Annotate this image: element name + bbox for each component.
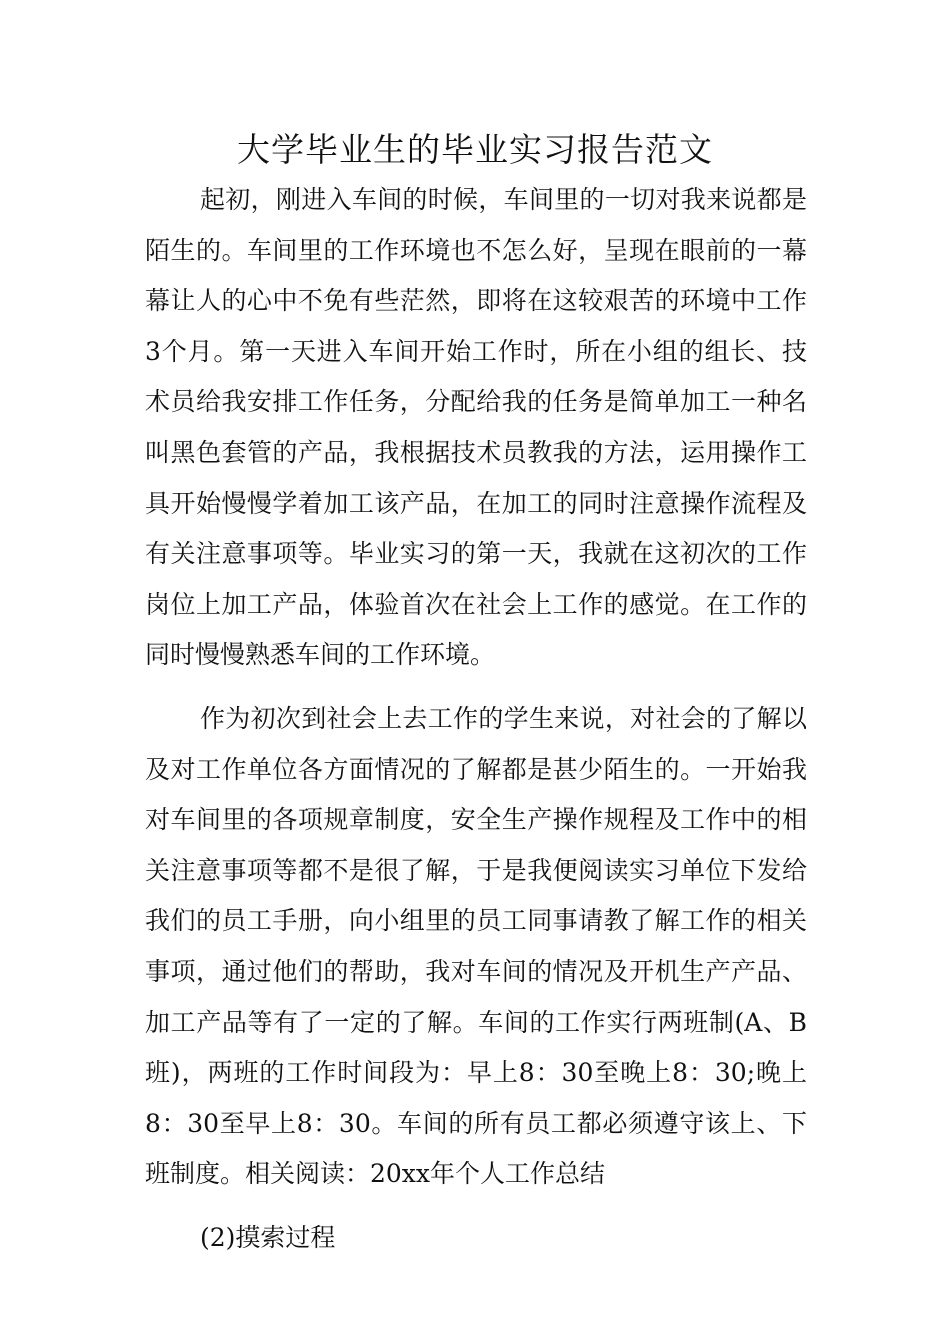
paragraph-2: 作为初次到社会上去工作的学生来说，对社会的了解以及对工作单位各方面情况的了解都是甚少陌生的。一开始我对车间里的各项规章制度，安全生产操作规程及工作中的相关注意事项等都不是很了解，于是我便阅读实习单位下发给我们的员工手册，向小组里的员工同事请教了解工作的相关事项，通过他们的帮助，我对车间的情况及开机生产产品、加工产品等有了一定的了解。车间的工作实行两班制(A、B班)，两班的工作时间段为：早上8：30至晚上8：30;晚上8：30至早上8：30。车间的所有员工都必须遵守该上、下班制度。相关阅读：20xx年个人工作总结 xyxy=(145,703,807,1189)
document-body xyxy=(145,175,807,1263)
section-heading: (2)摸索过程 xyxy=(200,1222,336,1252)
document-title: 大学毕业生的毕业实习报告范文 xyxy=(237,130,713,169)
paragraph-1: 起初，刚进入车间的时候，车间里的一切对我来说都是陌生的。车间里的工作环境也不怎么好，呈现在眼前的一幕幕让人的心中不免有些茫然，即将在这较艰苦的环境中工作3个月。第一天进入车间开始工作时，所在小组的组长、技术员给我安排工作任务，分配给我的任务是简单加工一种名叫黑色套管的产品，我根据技术员教我的方法，运用操作工具开始慢慢学着加工该产品，在加工的同时注意操作流程及有关注意事项等。毕业实习的第一天，我就在这初次的工作岗位上加工产品，体验首次在社会上工作的感觉。在工作的同时慢慢熟悉车间的工作环境。 xyxy=(145,185,807,670)
